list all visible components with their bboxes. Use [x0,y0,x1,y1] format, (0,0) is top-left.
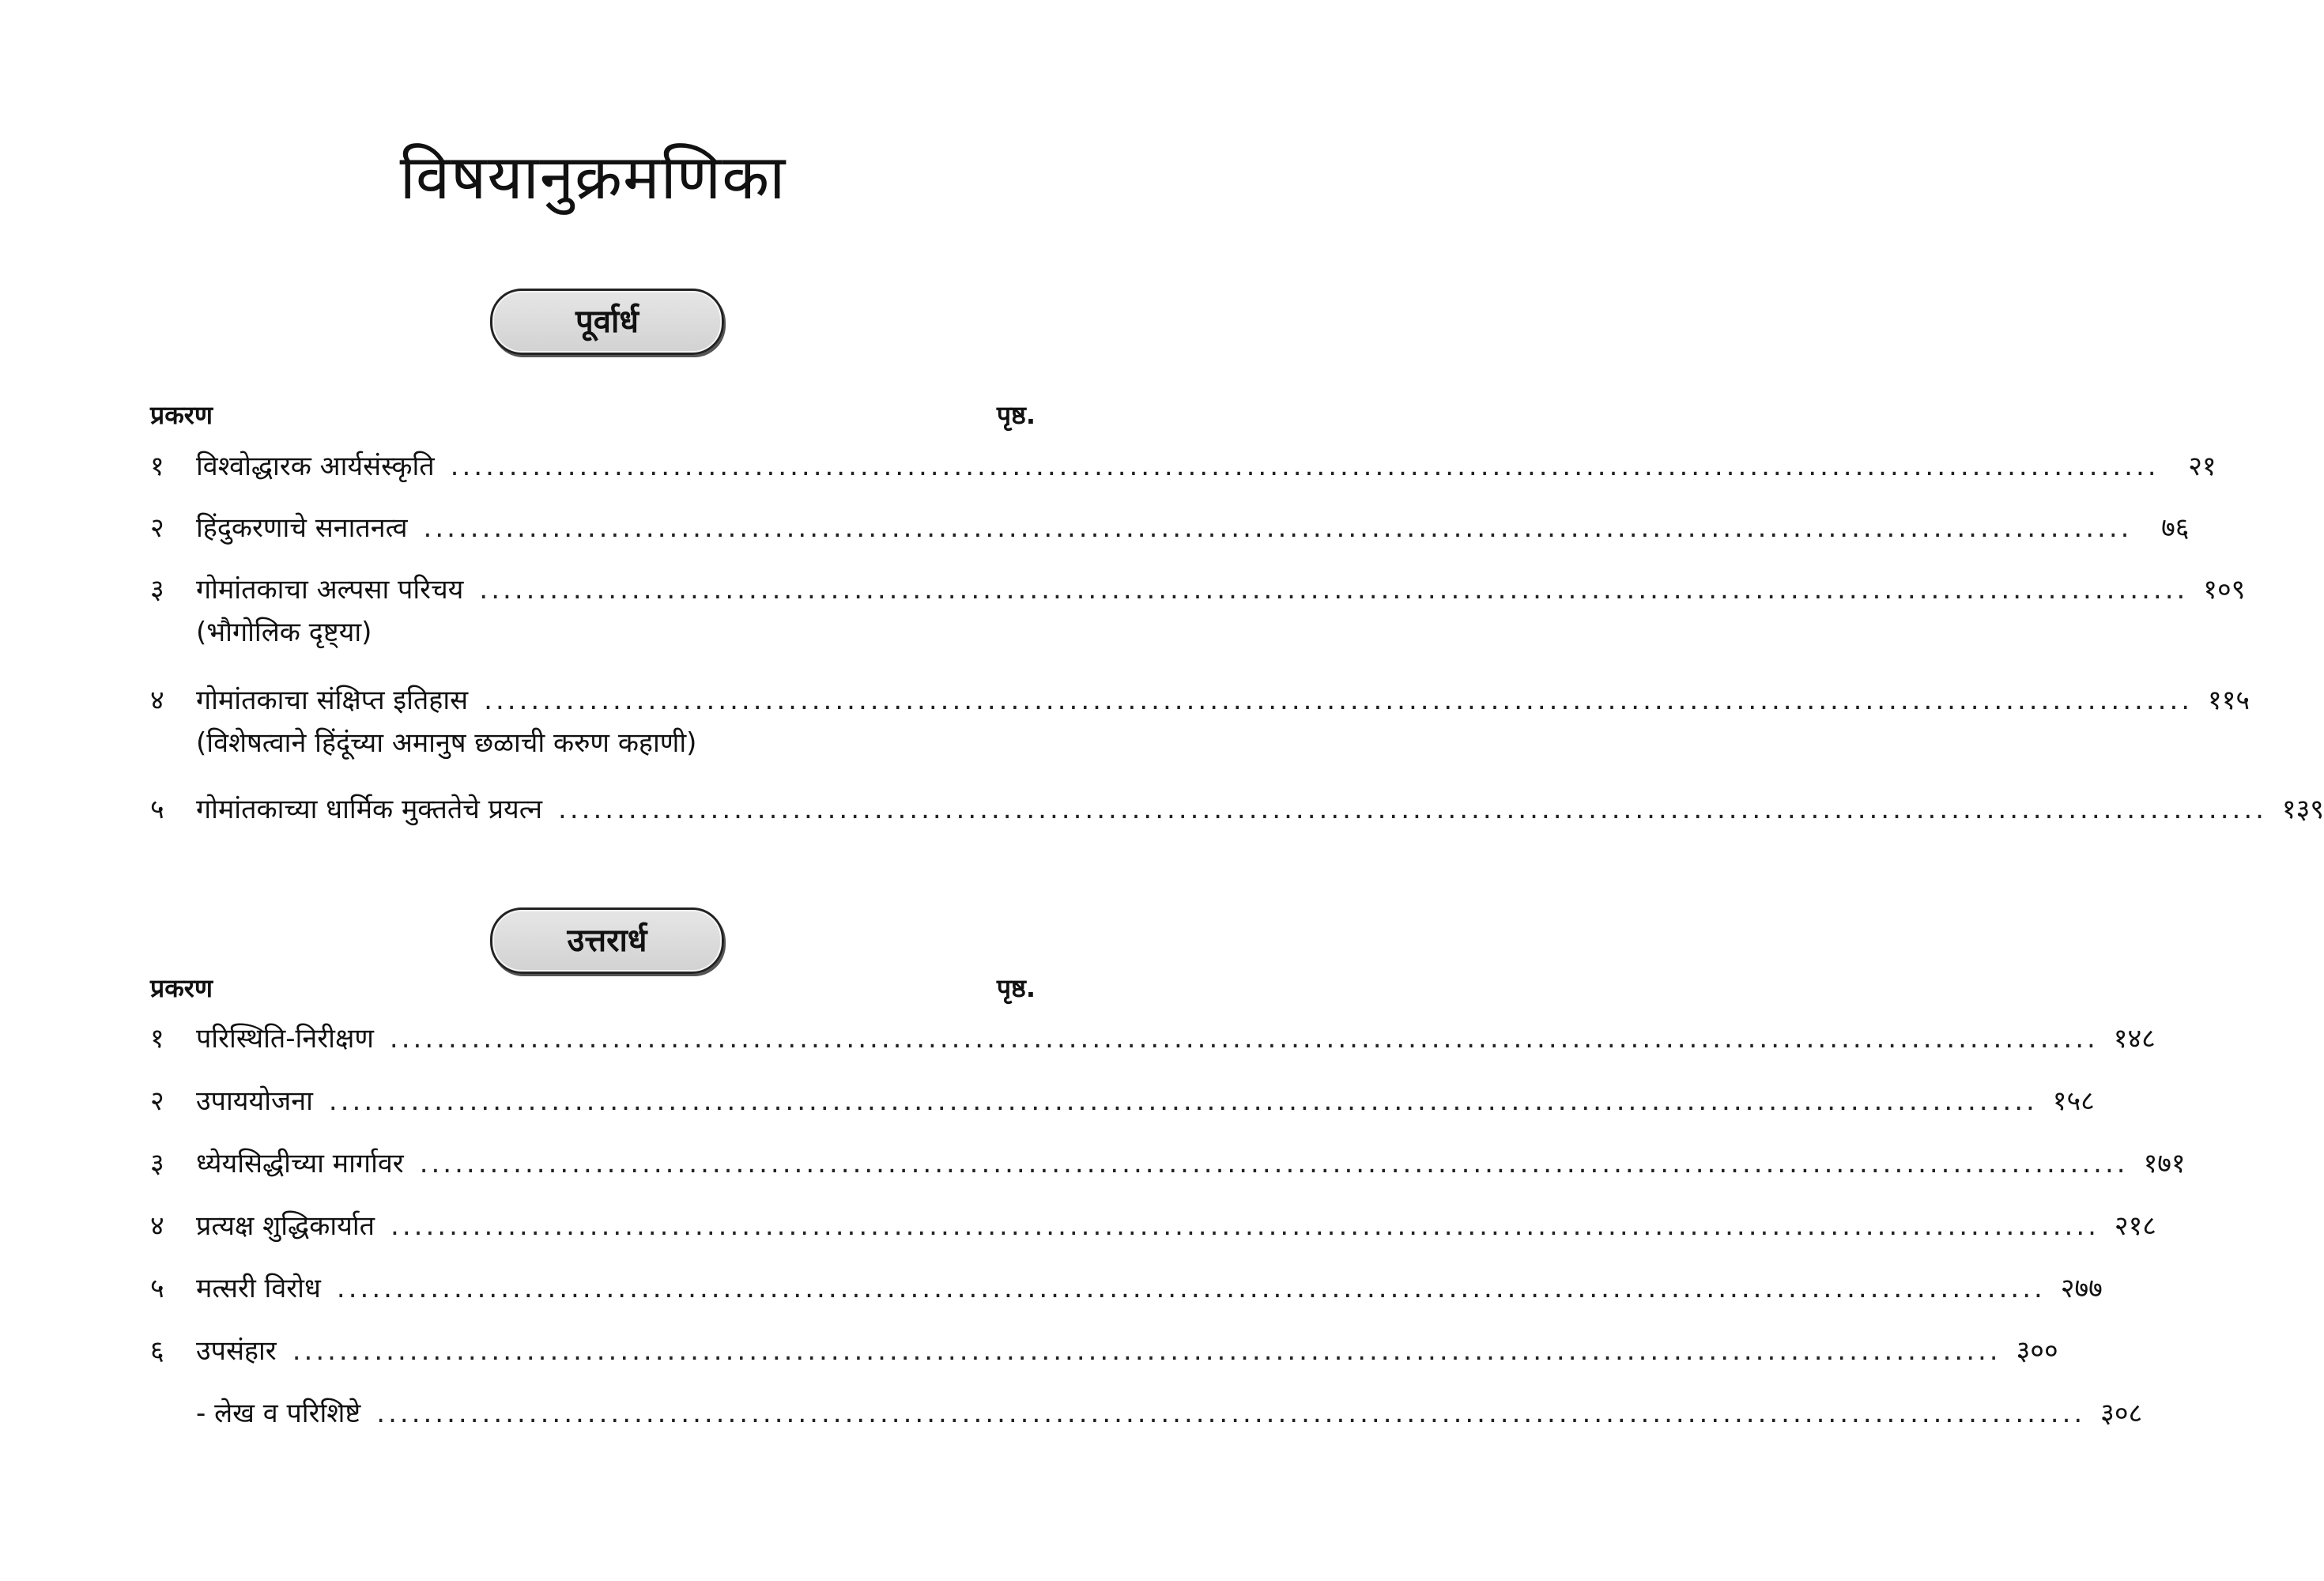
chapter-title: प्रत्यक्ष शुद्धिकार्यात [196,1210,375,1242]
chapter-column-header: प्रकरण [150,973,213,1003]
toc-entry-line [150,787,2324,832]
page-column-header: पृष्ठ. [996,400,1036,430]
chapter-number: ५ [150,794,164,825]
page-number: २१ [2188,451,2216,482]
chapter-title: विश्वोद्धारक आर्यसंस्कृति [196,451,435,482]
chapter-number: १ [150,1023,164,1055]
chapter-number: ३ [150,1148,164,1179]
chapter-number: ४ [150,685,164,716]
dot-leader: .................................................................................................................................................. [390,1210,2100,1242]
toc-header [150,395,1036,435]
dot-leader: .................................................................................................................................................. [376,1398,2086,1429]
toc-entry-line [150,506,2190,550]
dot-leader: .................................................................................................................................................. [389,1023,2099,1055]
part-badge-uttarardh: उत्तरार्ध [490,907,724,974]
chapter-number: १ [150,451,164,482]
page-number: १५८ [2052,1085,2095,1117]
page-column-header: पृष्ठ. [996,973,1036,1003]
page-number: १३९ [2281,794,2324,825]
toc-entry [150,787,2324,832]
chapter-number: ५ [150,1273,164,1304]
chapter-title: उपसंहार [196,1335,277,1367]
page-number: ११५ [2208,685,2250,716]
chapter-title: ध्येयसिद्धीच्या मार्गावर [196,1148,404,1179]
toc-entry-line [150,1266,2103,1311]
page-title: विषयानुक्रमणिका [399,142,787,213]
toc-entry [150,1017,2156,1061]
chapter-title: हिंदुकरणाचे सनातनत्व [196,512,408,544]
toc-entry-line [150,1079,2095,1123]
toc-entry [150,1141,2186,1186]
toc-entry [150,1329,2058,1373]
page-number: २७७ [2060,1273,2103,1304]
toc-entry-line [150,1204,2156,1248]
toc-entry [150,1204,2156,1248]
dot-leader: .................................................................................................................................................. [336,1273,2046,1304]
chapter-number: ६ [150,1335,164,1367]
chapter-number: २ [150,1085,164,1117]
toc-entry-line [150,1329,2058,1373]
toc-entry [150,1391,2143,1436]
page-number: ३०० [2016,1335,2058,1367]
toc-entry-line [150,1141,2186,1186]
chapter-title: मत्सरी विरोध [196,1273,321,1304]
chapter-column-header: प्रकरण [150,400,213,430]
toc-entry [150,1266,2103,1311]
toc-entry [150,678,2250,764]
chapter-title: परिस्थिति-निरीक्षण [196,1023,374,1055]
toc-entry-line [150,568,2246,612]
page-number: १०९ [2203,574,2246,606]
page-number: २१८ [2114,1210,2156,1242]
appendix-title: - लेख व परिशिष्टे [196,1398,361,1429]
chapter-title: गोमांतकाचा अल्पसा परिचय [196,574,464,606]
dot-leader: .................................................................................................................................................. [328,1085,2038,1117]
toc-entry-line [150,1017,2156,1061]
chapter-title: गोमांतकाचा संक्षिप्त इतिहास [196,685,469,716]
page-number: १७१ [2143,1148,2186,1179]
part-badge-purvardh: पूर्वार्ध [490,289,724,355]
dot-leader: .................................................................................................................................................. [419,1148,2129,1179]
chapter-title: गोमांतकाच्या धार्मिक मुक्ततेचे प्रयत्न [196,794,543,825]
chapter-number: २ [150,512,164,544]
toc-entry-line [150,1391,2143,1436]
dot-leader: .................................................................................................................................................. [484,685,2194,716]
toc-header [150,968,1036,1008]
toc-entry-line [150,444,2216,489]
chapter-number: ३ [150,574,164,606]
dot-leader: .................................................................................................................................................. [423,512,2133,544]
page-number: १४८ [2113,1023,2156,1055]
dot-leader: .................................................................................................................................................. [558,794,2267,825]
page-number: ३०८ [2100,1398,2143,1429]
chapter-subtitle: (भौगोलिक दृष्ट्या) [196,617,372,648]
toc-entry [150,568,2246,653]
dot-leader: .................................................................................................................................................. [479,574,2189,606]
toc-entry [150,444,2216,489]
dot-leader: .................................................................................................................................................. [292,1335,2001,1367]
toc-entry [150,1079,2095,1123]
chapter-number: ४ [150,1210,164,1242]
page-number: ७६ [2161,512,2190,544]
toc-entry-line [150,678,2250,723]
chapter-title: उपाययोजना [196,1085,313,1117]
toc-entry [150,506,2190,550]
chapter-subtitle: (विशेषत्वाने हिंदूंच्या अमानुष छळाची करुण कहाणी) [196,727,697,759]
dot-leader: .................................................................................................................................................. [450,451,2160,482]
